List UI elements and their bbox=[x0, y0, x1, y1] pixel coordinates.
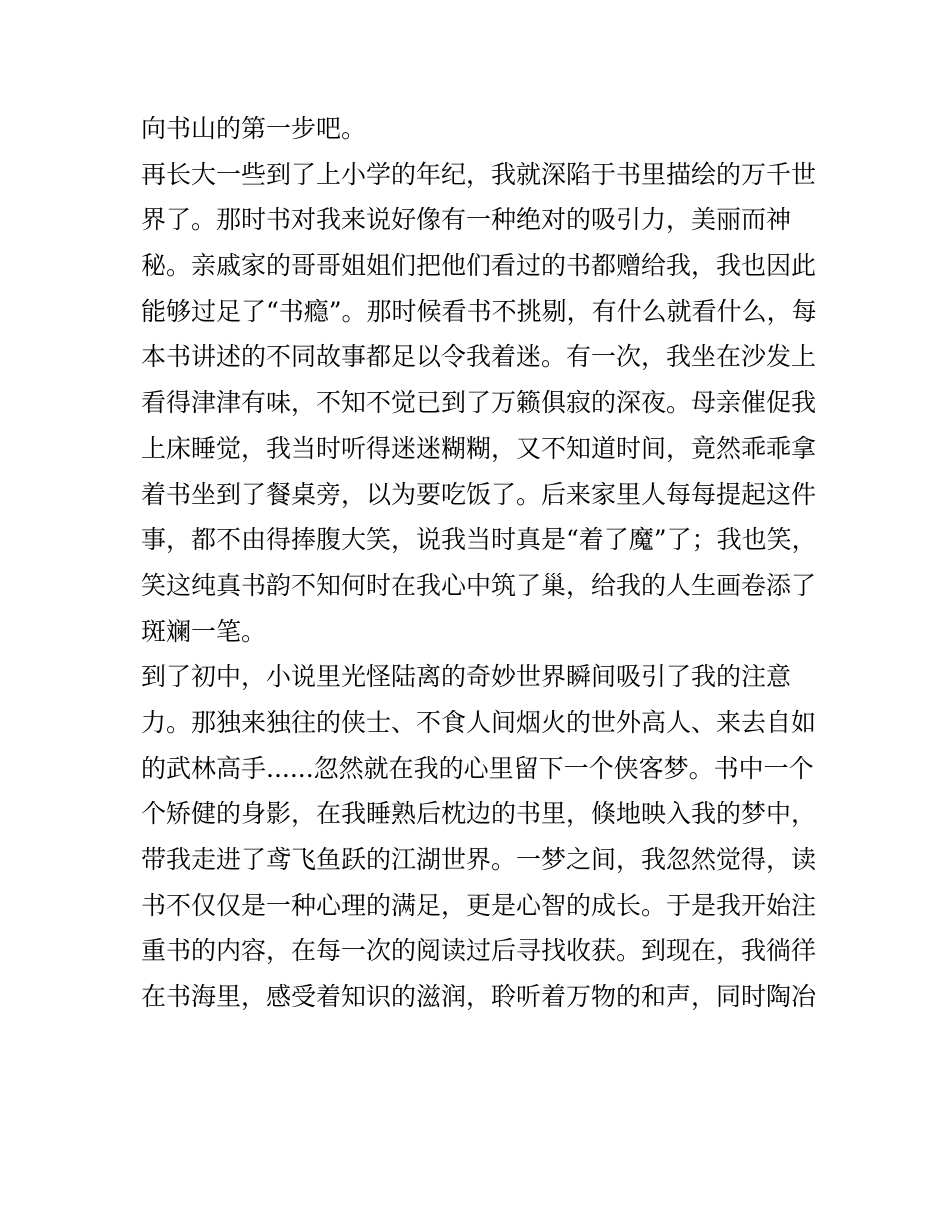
text-line: 能够过足了“书瘾”。那时候看书不挑剔，有什么就看什么，每 bbox=[141, 296, 817, 326]
text-line: 书不仅仅是一种心理的满足，更是心智的成长。于是我开始注 bbox=[141, 890, 817, 920]
text-line: 看得津津有味，不知不觉已到了万籁俱寂的深夜。母亲催促我 bbox=[141, 388, 817, 418]
text-line: 秘。亲戚家的哥哥姐姐们把他们看过的书都赠给我，我也因此 bbox=[141, 251, 817, 281]
text-line: 界了。那时书对我来说好像有一种绝对的吸引力，美丽而神 bbox=[141, 205, 792, 235]
text-line: 的武林高手......忽然就在我的心里留下一个侠客梦。书中一个 bbox=[141, 753, 814, 783]
text-line: 在书海里，感受着知识的滋润，聆听着万物的和声，同时陶冶 bbox=[141, 982, 817, 1012]
text-line: 到了初中，小说里光怪陆离的奇妙世界瞬间吸引了我的注意 bbox=[141, 662, 792, 692]
text-line: 事，都不由得捧腹大笑，说我当时真是“着了魔”了；我也笑， bbox=[141, 525, 817, 555]
text-line: 带我走进了鸢飞鱼跃的江湖世界。一梦之间，我忽然觉得，读 bbox=[141, 845, 817, 874]
text-line: 再长大一些到了上小学的年纪，我就深陷于书里描绘的万千世 bbox=[141, 159, 817, 189]
text-line: 上床睡觉，我当时听得迷迷糊糊，又不知道时间，竟然乖乖拿 bbox=[141, 433, 817, 463]
text-line: 着书坐到了餐桌旁，以为要吃饭了。后来家里人每每提起这件 bbox=[141, 479, 817, 509]
text-line: 个矫健的身影，在我睡熟后枕边的书里，倏地映入我的梦中， bbox=[141, 799, 817, 829]
text-line: 向书山的第一步吧。 bbox=[141, 114, 367, 143]
text-line: 重书的内容，在每一次的阅读过后寻找收获。到现在，我徜徉 bbox=[141, 936, 817, 966]
text-line: 斑斓一笔。 bbox=[141, 616, 267, 646]
body-text bbox=[141, 106, 816, 1020]
text-line: 本书讲述的不同故事都足以令我着迷。有一次，我坐在沙发上 bbox=[141, 342, 817, 372]
text-line: 力。那独来独往的侠士、不食人间烟火的世外高人、来去自如 bbox=[141, 707, 817, 737]
text-line: 笑这纯真书韵不知何时在我心中筑了巢，给我的人生画卷添了 bbox=[141, 570, 817, 600]
